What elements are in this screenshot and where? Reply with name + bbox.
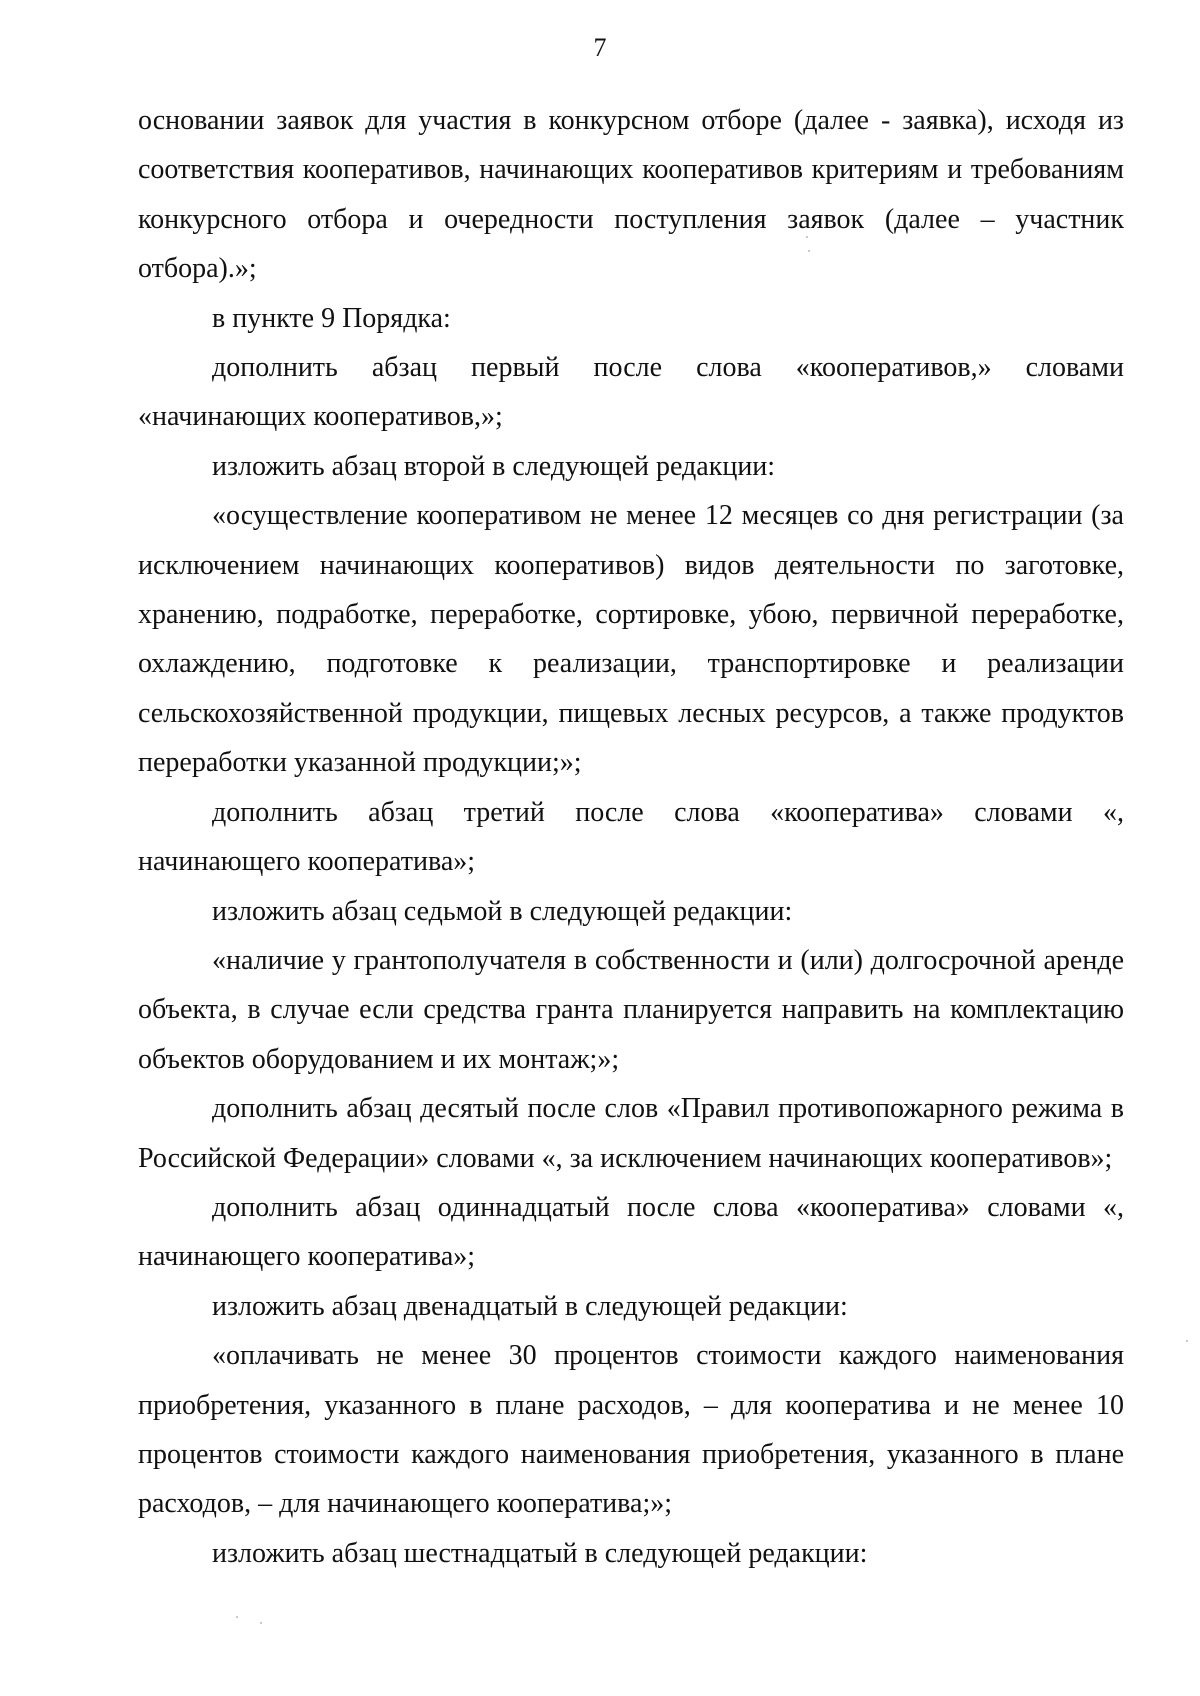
paragraph-restate-sixteenth: изложить абзац шестнадцатый в следующей редакции: bbox=[212, 1537, 868, 1569]
document-body bbox=[138, 96, 1124, 1578]
paragraph-restate-twelfth: изложить абзац двенадцатый в следующей редакции: bbox=[212, 1290, 848, 1322]
paragraph-restate-seventh: изложить абзац седьмой в следующей редакции: bbox=[212, 895, 793, 927]
paragraph-continuation: основании заявок для участия в конкурсном отборе (далее - заявка), исходя из соответствия кооперативов, начинающих кооперативов критериям и требованиям конкурсного отбора и очередности поступления заявок (далее – участник отбора).»; bbox=[138, 105, 1124, 285]
paragraph-clause-9: в пункте 9 Порядка: bbox=[212, 302, 451, 334]
paragraph-amend-third: дополнить абзац третий после слова «кооператива» словами «, начинающего кооператива»; bbox=[138, 796, 1124, 878]
paragraph-restate-second: изложить абзац второй в следующей редакции: bbox=[212, 450, 776, 482]
scan-speck bbox=[806, 236, 808, 238]
paragraph-amend-eleventh: дополнить абзац одиннадцатый после слова «кооператива» словами «, начинающего кооператива»; bbox=[138, 1191, 1124, 1273]
paragraph-amend-tenth: дополнить абзац десятый после слов «Правил противопожарного режима в Российской Федерации» словами «, за исключением начинающих кооперативов»; bbox=[138, 1093, 1124, 1174]
scan-speck bbox=[236, 1616, 238, 1618]
scan-speck bbox=[808, 250, 810, 252]
paragraph-quote-payment: «оплачивать не менее 30 процентов стоимости каждого наименования приобретения, указанного в плане расходов, – для кооператива и не менее 10 процентов стоимости каждого наименования приобретения, указанного в плане расходов, – для начинающего кооператива;»; bbox=[138, 1340, 1124, 1520]
paragraph-quote-activity: «осуществление кооперативом не менее 12 месяцев со дня регистрации (за исключением начинающих кооперативов) видов деятельности по заготовке, хранению, подработке, переработке, сортировке, убою, первичной переработке, охлаждению, подготовке к реализации, транспортировке и реализации сельскохозяйственной продукции, пищевых лесных ресурсов, а также продуктов переработки указанной продукции;»; bbox=[138, 500, 1124, 779]
paragraph-quote-ownership: «наличие у грантополучателя в собственности и (или) долгосрочной аренде объекта, в случае если средства гранта планируется направить на комплектацию объектов оборудованием и их монтаж;»; bbox=[138, 944, 1124, 1075]
paragraph-amend-first: дополнить абзац первый после слова «кооперативов,» словами «начинающих кооперативов,»; bbox=[138, 352, 1124, 433]
scan-speck bbox=[260, 1622, 262, 1624]
scan-speck bbox=[1186, 1340, 1188, 1342]
page-number: 7 bbox=[593, 33, 607, 62]
